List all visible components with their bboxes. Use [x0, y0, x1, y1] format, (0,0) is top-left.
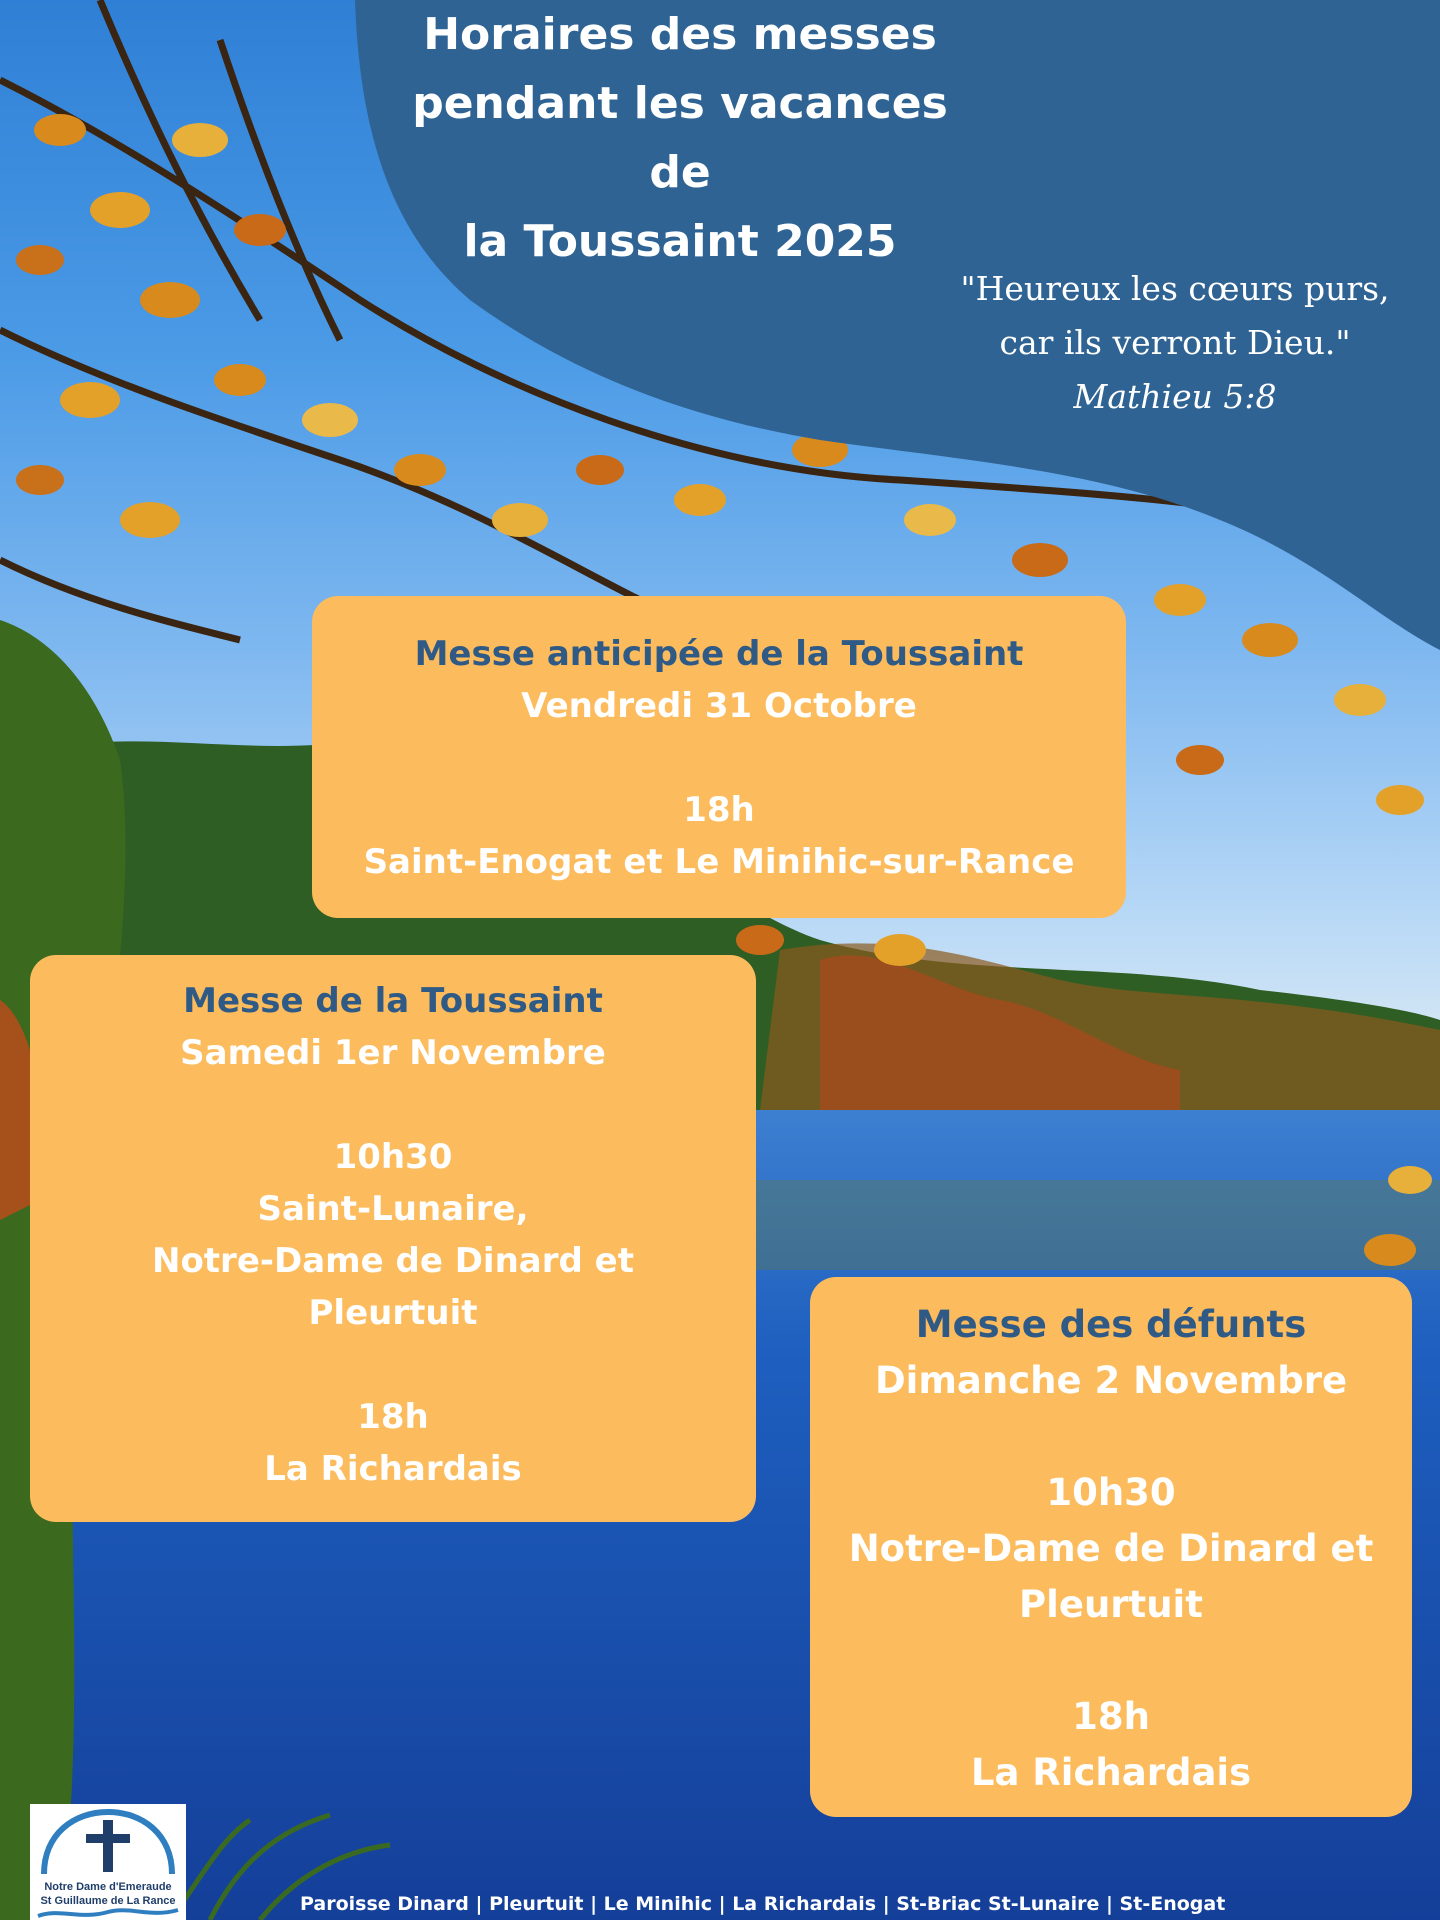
card-place: Notre-Dame de Dinard et: [151, 1241, 634, 1281]
card-place: Saint-Enogat et Le Minihic-sur-Rance: [363, 842, 1075, 882]
card-time: 18h: [357, 1397, 429, 1437]
title-line-1: Horaires des messes: [423, 9, 937, 60]
card-date: Dimanche 2 Novembre: [874, 1359, 1348, 1402]
quote-line-2: car ils verront Dieu.": [999, 323, 1351, 362]
card-time: 10h30: [1046, 1471, 1176, 1514]
mass-card-defunts: [810, 1277, 1412, 1817]
cross-in-arch-icon: [30, 1804, 186, 1920]
card-title: Messe des défunts: [915, 1303, 1307, 1346]
footer-parishes: Paroisse Dinard | Pleurtuit | Le Minihic | La Richardais | St-Briac St-Lunaire | St-Enogat: [300, 1893, 1226, 1915]
card-date: Samedi 1er Novembre: [180, 1033, 606, 1073]
logo-line-2: St Guillaume de La Rance: [40, 1895, 176, 1907]
title-line-2: pendant les vacances: [412, 78, 948, 129]
mass-card-toussaint: [30, 955, 756, 1522]
card-place: Pleurtuit: [1019, 1583, 1203, 1626]
title-line-4: la Toussaint 2025: [463, 216, 897, 267]
card-date: Vendredi 31 Octobre: [521, 686, 917, 726]
title-line-3: de: [649, 147, 711, 198]
mass-card-vigil: [312, 596, 1126, 918]
card-time: 18h: [683, 790, 755, 830]
card-time: 18h: [1072, 1695, 1150, 1738]
card-place: La Richardais: [264, 1449, 522, 1489]
card-place: Notre-Dame de Dinard et: [848, 1527, 1374, 1570]
poster-title: [360, 0, 1000, 276]
card-title: Messe anticipée de la Toussaint: [414, 634, 1024, 674]
card-time: 10h30: [333, 1137, 453, 1177]
card-place: Saint-Lunaire,: [257, 1189, 529, 1229]
card-place: La Richardais: [970, 1751, 1252, 1794]
bible-quote: [940, 262, 1410, 424]
parish-logo: [30, 1804, 186, 1920]
card-title: Messe de la Toussaint: [183, 981, 603, 1021]
logo-line-1: Notre Dame d'Emeraude: [44, 1881, 172, 1893]
quote-line-1: "Heureux les cœurs purs,: [960, 269, 1390, 308]
lake-reflection: [740, 1180, 1440, 1270]
card-place: Pleurtuit: [308, 1293, 478, 1333]
quote-reference: Mathieu 5:8: [1073, 377, 1277, 416]
